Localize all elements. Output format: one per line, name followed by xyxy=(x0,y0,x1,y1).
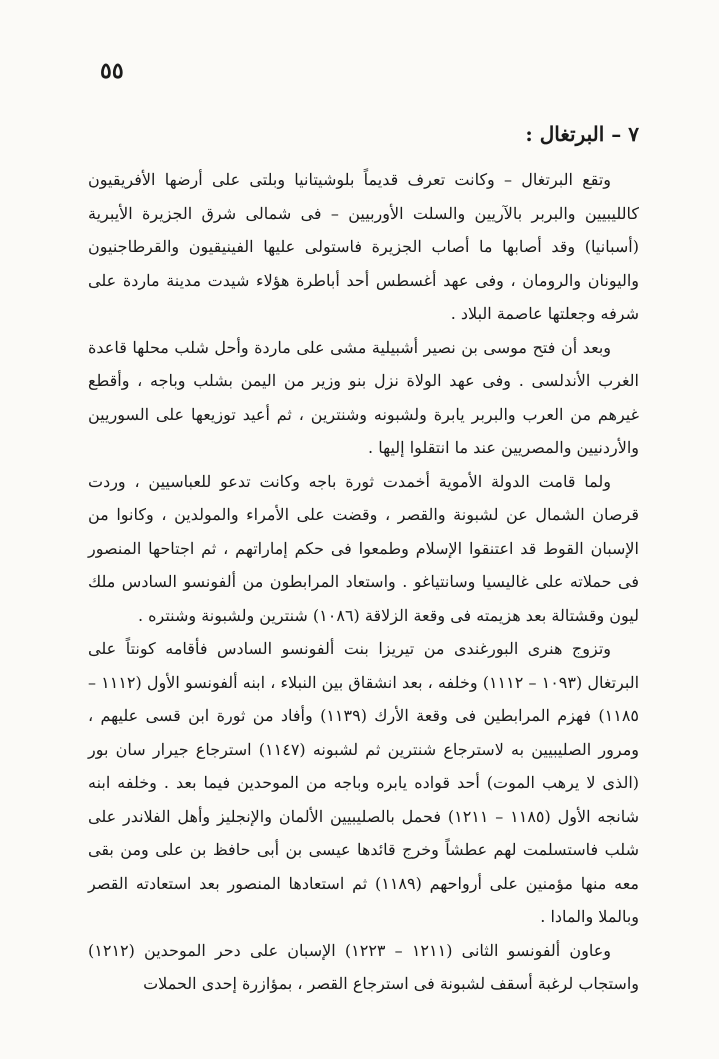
paragraph: وبعد أن فتح موسى بن نصير أشبيلية مشى على ماردة وأحل شلب محلها قاعدة الغرب الأندلسى . وفى عهد الولاة نزل بنو وزير من اليمن بشلب وباجه ، وأقطع غيرهم من العرب والبربر يابرة ولشبونه وشنترين ، ثم أعيد توزيعها على السوريين والأردنيين والمصريين عند ما انتقلوا إليها . xyxy=(88,337,639,457)
page-number: ٥٥ xyxy=(100,58,124,84)
paragraph: وتقع البرتغال – وكانت تعرف قديماً بلوشيتانيا وبلتى على أرضها الأفريقيون كالليبيين والبربر بالآريين والسلت الأوربيين – فى شمالى شرق الجزيرة الأيبرية (أسبانيا) وقد أصابها ما أصاب الجزيرة فاستولى عليها الفينيقيون والقرطاجنيون واليونان والرومان ، وفى عهد أغسطس أحد أباطرة هؤلاء شيدت مدينة ماردة على شرفه وجعلتها عاصمة البلاد . xyxy=(88,170,639,323)
paragraph: وعاون ألفونسو الثانى (١٢١١ – ١٢٢٣) الإسبان على دحر الموحدين (١٢١٢) واستجاب لرغبة أسقف لشبونة فى استرجاع القصر ، بمؤازرة إحدى الحملات xyxy=(88,940,639,993)
body-text xyxy=(88,163,639,1001)
paragraph: ولما قامت الدولة الأموية أخمدت ثورة باجه وكانت تدعو للعباسيين ، وردت قرصان الشمال عن لشبونة والقصر ، وقضت على الأمراء والمولدين ، وكانوا من الإسبان القوط قد اعتنقوا الإسلام وطمعوا فى حكم إماراتهم ، ثم اجتاحها المنصور فى حملاته على غاليسيا وسانتياغو . واستعاد المرابطون من ألفونسو السادس ملك ليون وقشتالة بعد هزيمته فى وقعة الزلاقة (١٠٨٦) شنترين ولشبونة وشنتره . xyxy=(88,471,639,625)
section-heading: ٧ – البرتغال : xyxy=(525,122,639,146)
paragraph: وتزوج هنرى البورغندى من تيريزا بنت ألفونسو السادس فأقامه كونتاً على البرتغال (١٠٩٣ – ١١١٢) وخلفه ، بعد انشقاق بين النبلاء ، ابنه ألفونسو الأول (١١١٢ – ١١٨٥) فهزم المرابطين فى وقعة الأرك (١١٣٩) وأفاد من ثورة ابن قسى عليهم ، ومرور الصليبيين به لاسترجاع شنترين ثم لشبونه (١١٤٧) استرجاع جيرار سان بور (الذى لا يرهب الموت) أحد قواده يابره وباجه من الموحدين فيما بعد . وخلفه ابنه شانجه الأول (١١٨٥ – ١٢١١) فحمل بالصليبيين الألمان والإنجليز وأهل الفلاندر على شلب فاستسلمت لهم عطشاً وخرج قائدها عيسى بن أبى حافظ بن على ومن بقى معه منها مؤمنين على أرواحهم (١١٨٩) ثم استعادها المنصور بعد استعادته القصر وبالملا والمادا . xyxy=(88,639,640,926)
